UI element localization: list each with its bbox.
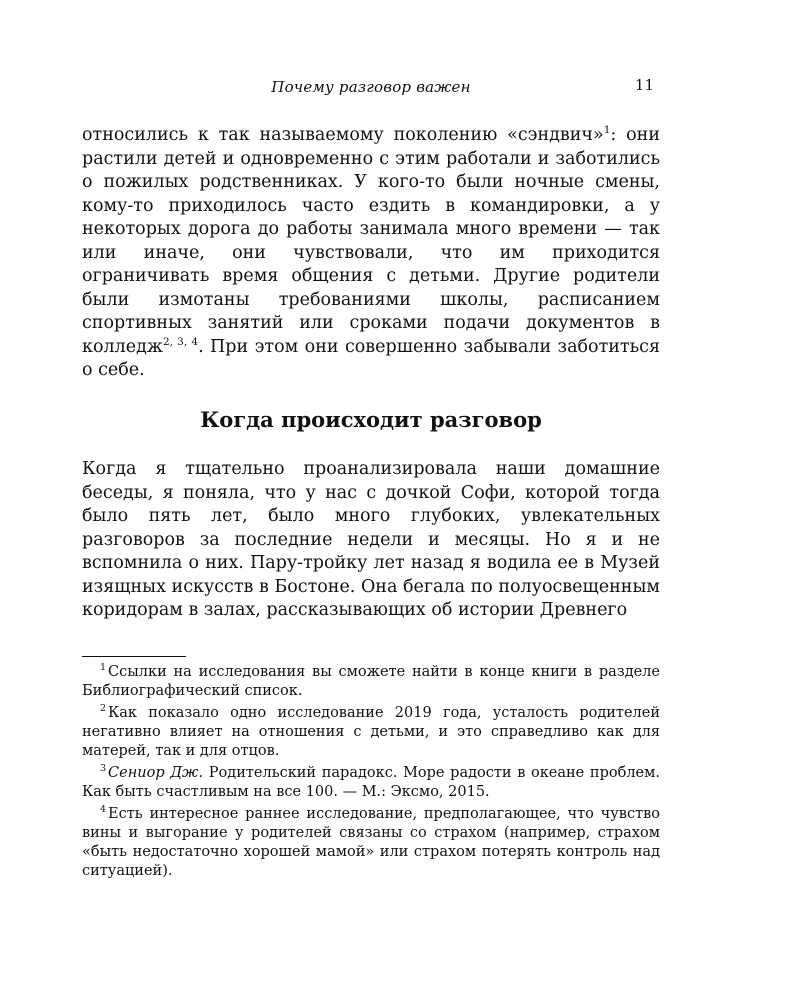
footnote-ref: 2, 3, 4 [162,335,199,348]
footnote-divider [82,656,186,657]
footnote-text: Есть интересное раннее исследование, предполагающее, что чувство вины и выгорание у родителей связаны со страхом (например, страхом «быть недостаточно хорошей мамой» или страхом потерять контроль над ситуацией). [82,806,660,879]
footnotes [82,663,660,884]
paragraph-text: : они растили детей и одновременно с этим работали и заботились о пожилых родственниках. У кого-то были ночные смены, кому-то приходилось часто ездить в командировки, а у некоторых дорога до работы занимала много времени — так или иначе, они чувствовали, что им приходится ограничивать время общения с детьми. Другие родители были измотаны требованиями школы, расписанием спортивных занятий или сроками подачи документов в колледж [82,125,660,357]
footnote-text: Как показало одно исследование 2019 года, усталость родителей негативно влияет на отношения с детьми, и это справедливо как для матерей, так и для отцов. [82,705,660,759]
footnote-number: 2 [100,703,107,714]
footnote [82,704,660,761]
footnote-text: Ссылки на исследования вы сможете найти в конце книги в разделе Библиографический список. [82,664,660,699]
paragraph-text: относились к так называемому поколению «сэндвич» [82,125,604,145]
section-heading: Когда происходит разговор [200,407,542,432]
running-title: Почему разговор важен [271,78,471,96]
footnote [82,663,660,701]
footnote-text: Родительский парадокс. Море радости в океане проблем. Как быть счастливым на все 100. — М.: Эксмо, 2015. [82,765,660,800]
body-paragraph: Когда я тщательно проанализировала наши домашние беседы, я поняла, что у нас с дочкой Софи, которой тогда было пять лет, было много глубоких, увлекательных разговоров за последние недели и месяцы. Но я и не вспомнила о них. Пару-тройку лет назад я водила ее в Музей изящных искусств в Бостоне. Она бегала по полуосвещенным коридорам в залах, рассказывающих об истории Древнего [82,459,660,620]
footnote [82,764,660,802]
footnote-ref: 1 [603,124,611,136]
footnote-author: Сениор Дж. [108,765,204,781]
page-number: 11 [634,76,654,94]
running-header [82,77,660,99]
footnote-number: 3 [100,763,107,774]
footnote-number: 1 [100,662,107,673]
footnote [82,805,660,881]
body-paragraph-continued [82,124,660,383]
footnote-number: 4 [100,804,107,815]
paragraph-text: . При этом они совершенно забывали заботиться о себе. [82,336,660,380]
